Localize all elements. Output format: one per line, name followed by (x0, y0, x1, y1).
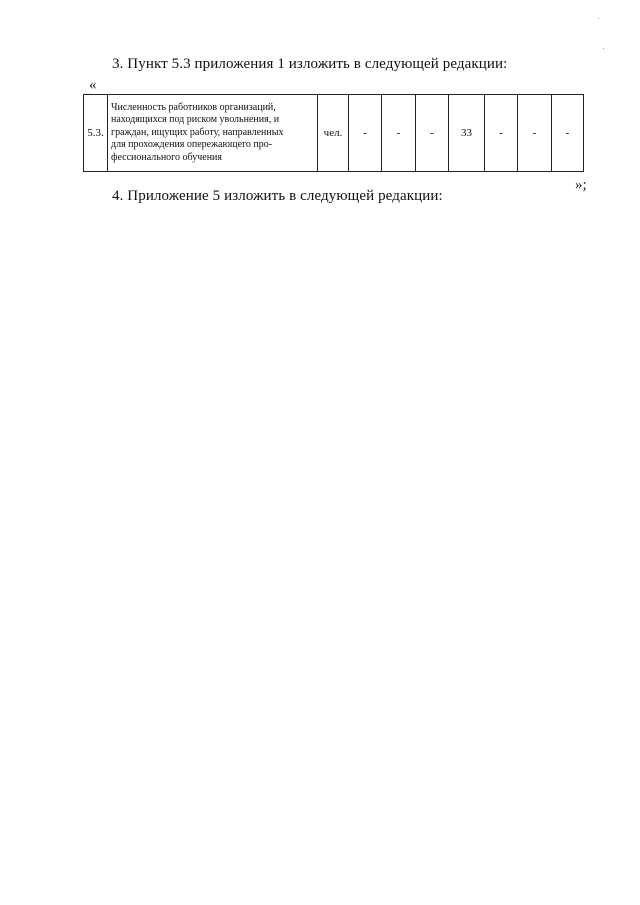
value-cell: - (382, 95, 416, 172)
description-line: граждан, ищущих работу, направленных (111, 126, 284, 138)
scan-speck (603, 48, 604, 49)
opening-quote: « (89, 77, 97, 93)
description-line: находящихся под риском увольнения, и (111, 114, 280, 126)
closing-quote: »; (575, 177, 587, 193)
description-line: фессионального обучения (111, 151, 223, 163)
table-row (84, 95, 584, 172)
item-4-text: 4. Приложение 5 изложить в следующей редакции: (112, 188, 443, 204)
row-description (108, 95, 318, 172)
row-unit: чел. (318, 95, 349, 172)
description-line: для прохождения опережающего про- (111, 139, 273, 151)
value-cell: 33 (449, 95, 485, 172)
description-line: Численность работников организаций, (111, 101, 276, 113)
value-cell: - (518, 95, 552, 172)
amendment-table (83, 94, 584, 172)
scan-speck (598, 18, 599, 19)
value-cell: - (349, 95, 382, 172)
value-cell: - (416, 95, 449, 172)
value-cell: - (485, 95, 518, 172)
item-3-text: 3. Пункт 5.3 приложения 1 изложить в следующей редакции: (112, 56, 508, 72)
row-number: 5.3. (84, 95, 108, 172)
value-cell: - (552, 95, 584, 172)
